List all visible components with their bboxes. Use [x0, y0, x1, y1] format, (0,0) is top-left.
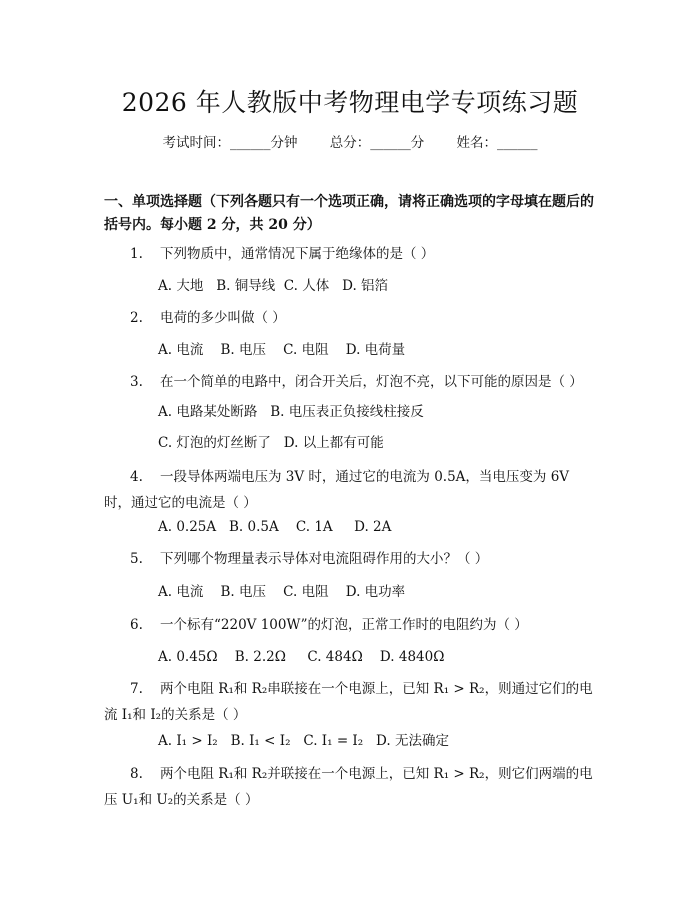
question-text: 两个电阻 R₁和 R₂串联接在一个电源上，已知 R₁ > R₂，则通过它们的电流 I₁和 I₂的关系是（ ） — [104, 681, 593, 723]
question-number: 7. — [130, 681, 143, 697]
question-text: 一个标有“220V 100W”的灯泡，正常工作时的电阻约为（ ） — [160, 617, 528, 633]
exam-time-field: 考试时间：______分钟 — [162, 135, 298, 151]
question-number: 2. — [130, 310, 143, 326]
question-number: 8. — [130, 766, 143, 782]
question-3-options-line-2: C. 灯泡的灯丝断了 D. 以上都有可能 — [158, 435, 384, 451]
question-2 — [104, 305, 594, 331]
question-number: 5. — [130, 551, 143, 567]
question-3-options-line-1: A. 电路某处断路 B. 电压表正负接线柱接反 — [158, 404, 424, 420]
question-7 — [104, 676, 594, 728]
question-4-options: A. 0.25A B. 0.5A C. 1A D. 2A — [158, 519, 392, 535]
question-4 — [104, 464, 594, 516]
question-2-options: A. 电流 B. 电压 C. 电阻 D. 电荷量 — [158, 342, 406, 358]
question-number: 6. — [130, 617, 143, 633]
question-text: 下列物质中，通常情况下属于绝缘体的是（ ） — [160, 246, 435, 262]
question-number: 1. — [130, 246, 143, 262]
question-text: 在一个简单的电路中，闭合开关后，灯泡不亮，以下可能的原因是（ ） — [160, 374, 583, 390]
exam-info — [0, 131, 700, 151]
name-field: 姓名：______ — [456, 135, 538, 151]
total-score-field: 总分：______分 — [329, 135, 425, 151]
question-3 — [104, 369, 594, 395]
question-text: 电荷的多少叫做（ ） — [160, 310, 286, 326]
question-number: 4. — [130, 469, 143, 485]
question-text: 下列哪个物理量表示导体对电流阻碍作用的大小？（ ） — [160, 551, 489, 567]
question-7-options: A. I₁ > I₂ B. I₁ < I₂ C. I₁ = I₂ D. 无法确定 — [158, 733, 449, 749]
question-1-options: A. 大地 B. 铜导线 C. 人体 D. 铝箔 — [158, 278, 389, 294]
question-8 — [104, 761, 594, 813]
section-heading: 一、单项选择题（下列各题只有一个选项正确，请将正确选项的字母填在题后的括号内。每小题 2 分，共 20 分） — [104, 194, 594, 233]
question-6-options: A. 0.45Ω B. 2.2Ω C. 484Ω D. 4840Ω — [158, 649, 445, 665]
question-5-options: A. 电流 B. 电压 C. 电阻 D. 电功率 — [158, 584, 406, 600]
question-text: 一段导体两端电压为 3V 时，通过它的电流为 0.5A，当电压变为 6V 时，通过它的电流是（ ） — [104, 469, 570, 511]
question-1 — [104, 241, 594, 267]
question-text: 两个电阻 R₁和 R₂并联接在一个电源上，已知 R₁ > R₂，则它们两端的电压 U₁和 U₂的关系是（ ） — [104, 766, 593, 808]
question-6 — [104, 612, 594, 638]
question-number: 3. — [130, 374, 143, 390]
question-5 — [104, 546, 594, 572]
page-title: 2026 年人教版中考物理电学专项练习题 — [121, 88, 579, 117]
